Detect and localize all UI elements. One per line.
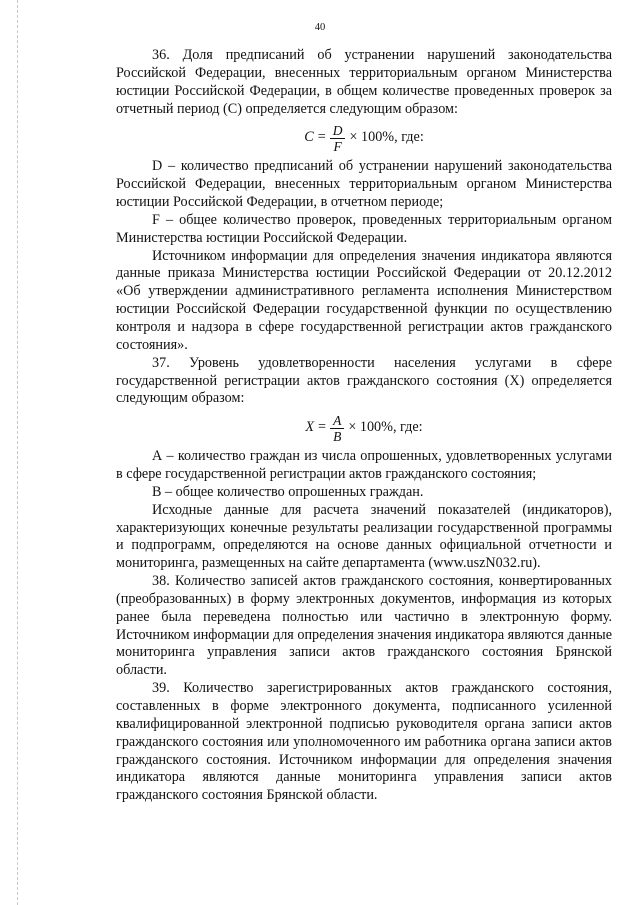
scan-margin-line <box>17 0 18 905</box>
formula-x <box>116 409 612 447</box>
paragraph-a-definition: А – количество граждан из числа опрошенных, удовлетворенных услугами в сфере государственной регистрации актов гражданского состояния; <box>116 448 612 483</box>
formula-x-fraction <box>330 413 344 444</box>
formula-x-rhs: × 100%, где: <box>348 419 423 436</box>
paragraph-d-definition: D – количество предписаний об устранении нарушений законодательства Российской Федерации, внесенных территориальным органом Министерства юстиции Российской Федерации, в отчетном периоде; <box>116 158 612 211</box>
formula-x-denominator: B <box>333 428 342 444</box>
paragraph-36: 36. Доля предписаний об устранении нарушений законодательства Российской Федерации, внесенных территориальным органом Министерства юстиции Российской Федерации, в общем количестве проведенных проверок за отчетный период (С) определяется следующим образом: <box>116 47 612 117</box>
formula-c-lhs: C <box>304 129 314 146</box>
paragraph-b-definition: В – общее количество опрошенных граждан. <box>152 483 424 500</box>
paragraph-source-36: Источником информации для определения значения индикатора являются данные приказа Министерства юстиции Российской Федерации от 20.12.2012 «Об утверждении административного регламента исполнения Министерством юстиции Российской Федерации государственной функции по осуществлению контроля и надзора в сфере государственной регистрации актов гражданского состояния». <box>116 247 612 353</box>
document-body <box>116 47 612 805</box>
formula-c <box>116 119 612 157</box>
formula-x-lhs: X <box>305 419 315 436</box>
formula-x-eq: = <box>318 419 327 436</box>
page-number: 40 <box>314 22 326 33</box>
formula-c-rhs: × 100%, где: <box>349 129 424 146</box>
formula-c-fraction <box>330 123 346 154</box>
formula-c-eq: = <box>317 129 326 146</box>
paragraph-f-definition: F – общее количество проверок, проведенных территориальным органом Министерства юстиции Российской Федерации. <box>116 211 612 246</box>
formula-c-denominator: F <box>333 138 342 154</box>
paragraph-source-data: Исходные данные для расчета значений показателей (индикаторов), характеризующих конечные результаты реализации государственной программы и подпрограмм, определяются на основе данных официальной отчетности и мониторинга, размещенных на сайте департамента (www.uszN032.ru). <box>116 501 612 572</box>
formula-x-numerator: A <box>330 413 344 429</box>
paragraph-39: 39. Количество зарегистрированных актов гражданского состояния, составленных в форме электронного документа, подписанного усиленной квалифицированной электронной подписью руководителя органа записи актов гражданского состояния или уполномоченного им работника органа записи актов гражданского состояния. Источником информации для определения значения индикатора являются данные мониторинга управления записи актов гражданского состояния Брянской области. <box>116 680 612 804</box>
paragraph-38: 38. Количество записей актов гражданского состояния, конвертированных (преобразованных) в форму электронных документов, информация из которых ранее была переведена полностью или частично в электронную форму. Источником информации для определения значения индикатора являются данные мониторинга управления записи актов гражданского состояния Брянской области. <box>116 573 612 679</box>
formula-c-numerator: D <box>330 123 346 139</box>
paragraph-37: 37. Уровень удовлетворенности населения услугами в сфере государственной регистрации актов гражданского состояния (X) определяется следующим образом: <box>116 354 612 407</box>
